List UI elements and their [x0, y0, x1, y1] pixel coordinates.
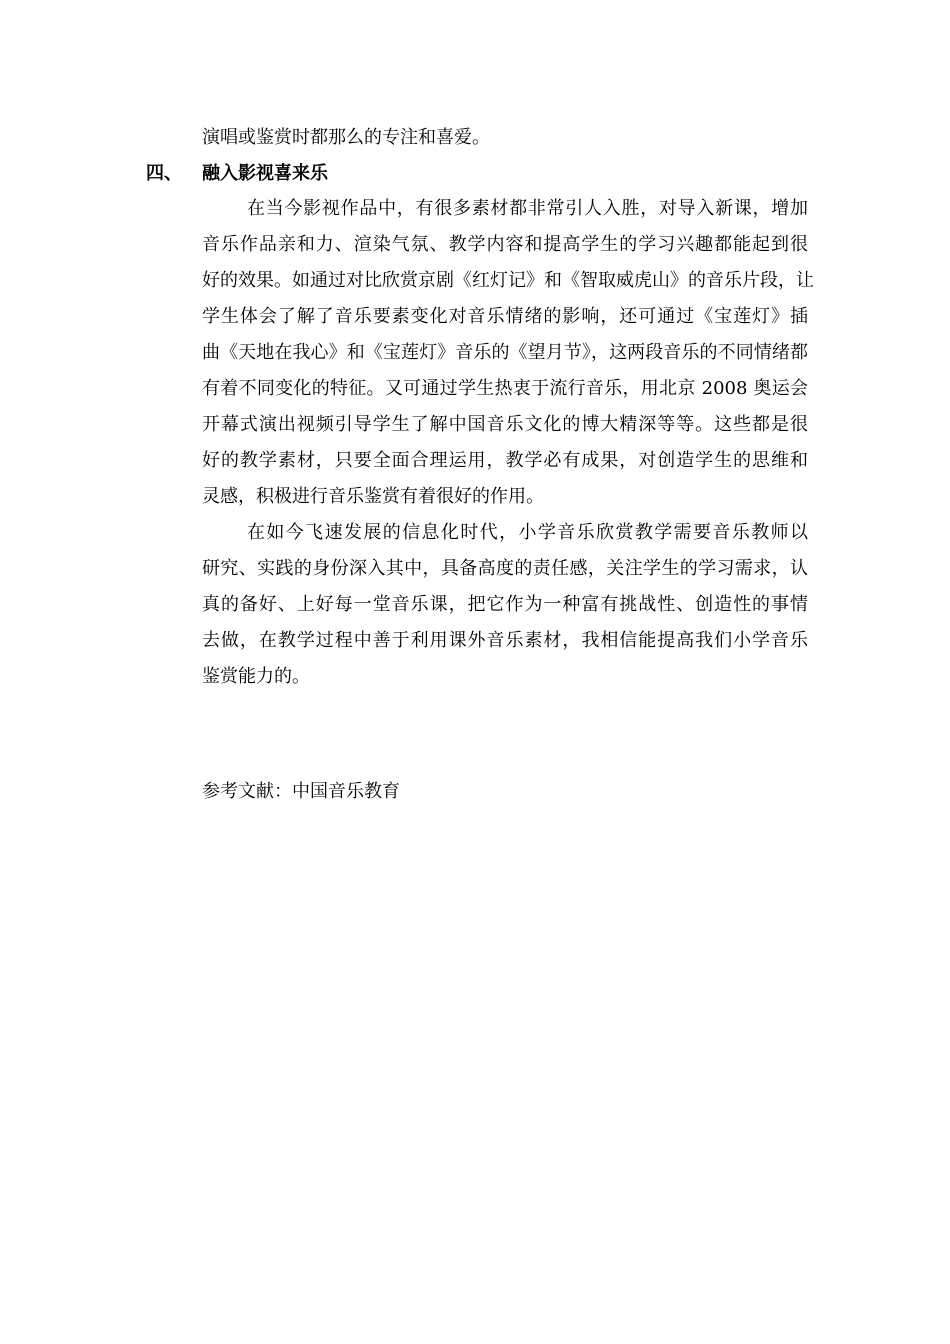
paragraph-1-line: 在当今影视作品中，有很多素材都非常引人入胜，对导入新课，增加: [247, 198, 808, 219]
paragraph-1-line: 好的效果。如通过对比欣赏京剧《红灯记》和《智取威虎山》的音乐片段，让: [202, 270, 814, 291]
paragraph-1-line: 有着不同变化的特征。又可通过学生热衷于流行音乐，用北京 2008 奥运会: [202, 378, 808, 399]
paragraph-2-line: 真的备好、上好每一堂音乐课，把它作为一种富有挑战性、创造性的事情: [202, 594, 808, 615]
paragraph-1-line: 学生体会了解了音乐要素变化对音乐情绪的影响，还可通过《宝莲灯》插: [202, 306, 808, 327]
paragraph-1-line: 好的教学素材，只要全面合理运用，教学必有成果，对创造学生的思维和: [202, 450, 808, 471]
section-number: 四、: [146, 163, 182, 184]
paragraph-1-line: 音乐作品亲和力、渲染气氛、教学内容和提高学生的学习兴趣都能起到很: [202, 234, 808, 255]
paragraph-1-line: 曲《天地在我心》和《宝莲灯》音乐的《望月节》，这两段音乐的不同情绪都: [202, 342, 808, 363]
paragraph-1-line: 开幕式演出视频引导学生了解中国音乐文化的博大精深等等。这些都是很: [202, 414, 808, 435]
paragraph-2-line: 鉴赏能力的。: [202, 666, 310, 687]
continuation-line: 演唱或鉴赏时都那么的专注和喜爱。: [202, 127, 490, 148]
paragraph-2-line: 在如今飞速发展的信息化时代，小学音乐欣赏教学需要音乐教师以: [247, 522, 808, 543]
paragraph-2-line: 研究、实践的身份深入其中，具备高度的责任感，关注学生的学习需求，认: [202, 558, 808, 579]
paragraph-1-line: 灵感，积极进行音乐鉴赏有着很好的作用。: [202, 486, 544, 507]
section-title: 融入影视喜来乐: [202, 163, 328, 184]
paragraph-2-line: 去做，在教学过程中善于利用课外音乐素材，我相信能提高我们小学音乐: [202, 630, 808, 651]
references-line: 参考文献：中国音乐教育: [202, 781, 400, 802]
